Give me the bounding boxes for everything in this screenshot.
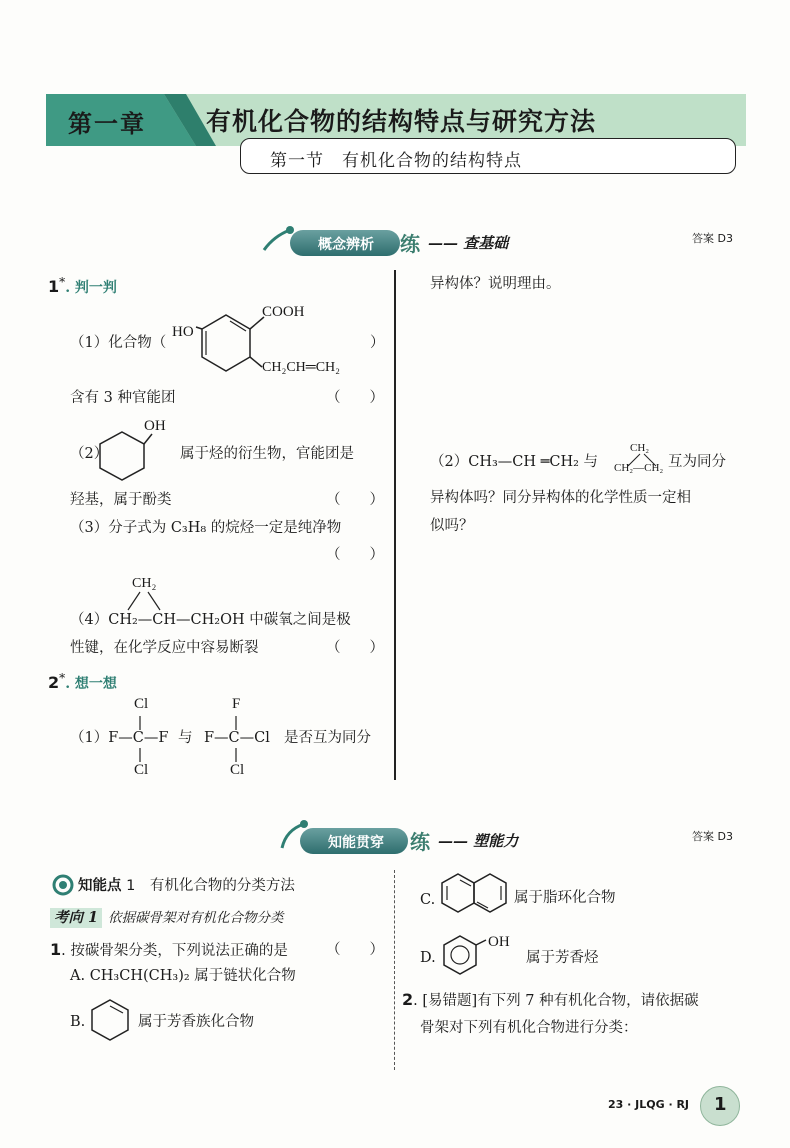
practice-sub-1: —— 查基础 [428,234,509,252]
q2-p2-line3: 似吗？ [430,518,474,534]
column-divider-2 [394,870,395,1070]
q2-heading: 2*. 想一想 [48,671,117,692]
q2-p1-mid: 与 [178,730,193,746]
q2-p1-suffix: 是否互为同分 [284,730,371,746]
practice-sub-2: —— 塑能力 [438,832,519,850]
q2-mol1-cl-top: Cl [134,696,149,712]
section-title: 第一节 有机化合物的结构特点 [270,151,522,171]
q2-mol1-cl-bottom: Cl [134,762,149,778]
q3-option-a: A. CH₃CH(CH₃)₂ 属于链状化合物 [70,968,296,984]
q1-p3-paren: （ ） [326,547,384,563]
allyl-label: CH₂CH═CH₂ [262,360,341,375]
ho-label: HO [172,324,194,340]
q1-p4-line2: 性键，在化学反应中容易断裂 [70,640,259,656]
q1-p1-prefix: （1）化合物（ [70,335,167,351]
cyclopropane-top: CH₂ [630,442,650,454]
q1-heading: 1*. 判一判 [48,275,117,296]
q1-p3-text: （3）分子式为 C₃H₈ 的烷烃一定是纯净物 [70,520,342,536]
q1-p2-text: 属于烃的衍生物，官能团是 [180,446,354,462]
q3-option-d-text: 属于芳香烃 [526,950,599,966]
answer-ref-2: 答案 D3 [692,830,733,843]
direction-label: 考向 1 [54,909,99,926]
q4-heading: 2. [易错题]有下列 7 种有机化合物，请依据碳 [402,990,699,1009]
practice-label-1: 概念辨析 [290,230,400,256]
q3-paren: （ ） [326,942,384,958]
knowledge-point-icon [52,874,74,900]
q3-option-d-prefix: D. [420,950,436,966]
phenol-structure [438,930,488,978]
q3-option-c-text: 属于脂环化合物 [514,890,616,906]
q1-p4-top: CH₂ [132,576,157,591]
direction-text: 依据碳骨架对有机化合物分类 [108,910,284,926]
q2-p1-mol2: F—C—Cl [204,730,270,746]
q1-p1-paren: （ ） [326,390,384,406]
chapter-label: 第一章 [68,109,146,138]
naphthalene-structure [440,870,512,920]
q1-p2-paren: （ ） [326,492,384,508]
q2-p2-prefix: （2）CH₃—CH ═CH₂ 与 [430,454,599,470]
q1-p1-line2: 含有 3 种官能团 [70,390,176,406]
footer-code: 23 · JLQG · RJ [608,1098,690,1111]
q3-option-c-prefix: C. [420,892,436,908]
q3-option-b-prefix: B. [70,1014,86,1030]
practice-char-1: 练 [400,232,420,256]
q1-p2-line2: 羟基，属于酚类 [70,492,172,508]
q2-p1-prefix: （1）F—C—F [70,730,169,746]
chapter-title: 有机化合物的结构特点与研究方法 [206,107,597,136]
q1-p1-close: ） [370,335,385,351]
practice-header-1 [260,228,540,258]
phenol-oh-label: OH [488,934,510,950]
q2-mol2-f-top: F [232,696,241,712]
cooh-label: COOH [262,304,305,320]
cyclopropane-bottom: CH₂—CH₂ [614,462,664,474]
q3-option-b-text: 属于芳香族化合物 [138,1014,254,1030]
knowledge-point-heading: 知能点 1 有机化合物的分类方法 [78,878,295,894]
q2-mol2-cl-bottom: Cl [230,762,245,778]
practice-char-2: 练 [410,830,430,854]
q4-line2: 骨架对下列有机化合物进行分类： [420,1020,638,1036]
practice-header-2 [276,826,556,856]
page-number: 1 [714,1094,727,1115]
q2-p2-suffix: 互为同分 [668,454,726,470]
q2-p2-line2: 异构体吗？同分异构体的化学性质一定相 [430,490,691,506]
answer-ref-1: 答案 D3 [692,232,733,245]
q1-p2-prefix: （2） [70,446,109,462]
q1-p4-paren: （ ） [326,640,384,656]
column-divider-1 [394,270,396,780]
q2-right-cont: 异构体？说明理由。 [430,276,561,292]
q1-p4-text: （4）CH₂—CH—CH₂OH 中碳氧之间是极 [70,612,351,628]
cyclohexanol-oh-label: OH [144,418,166,434]
cyclohexene-structure [88,996,132,1044]
practice-label-2: 知能贯穿 [300,828,408,854]
q3-heading: 1. 按碳骨架分类，下列说法正确的是 [50,940,288,959]
